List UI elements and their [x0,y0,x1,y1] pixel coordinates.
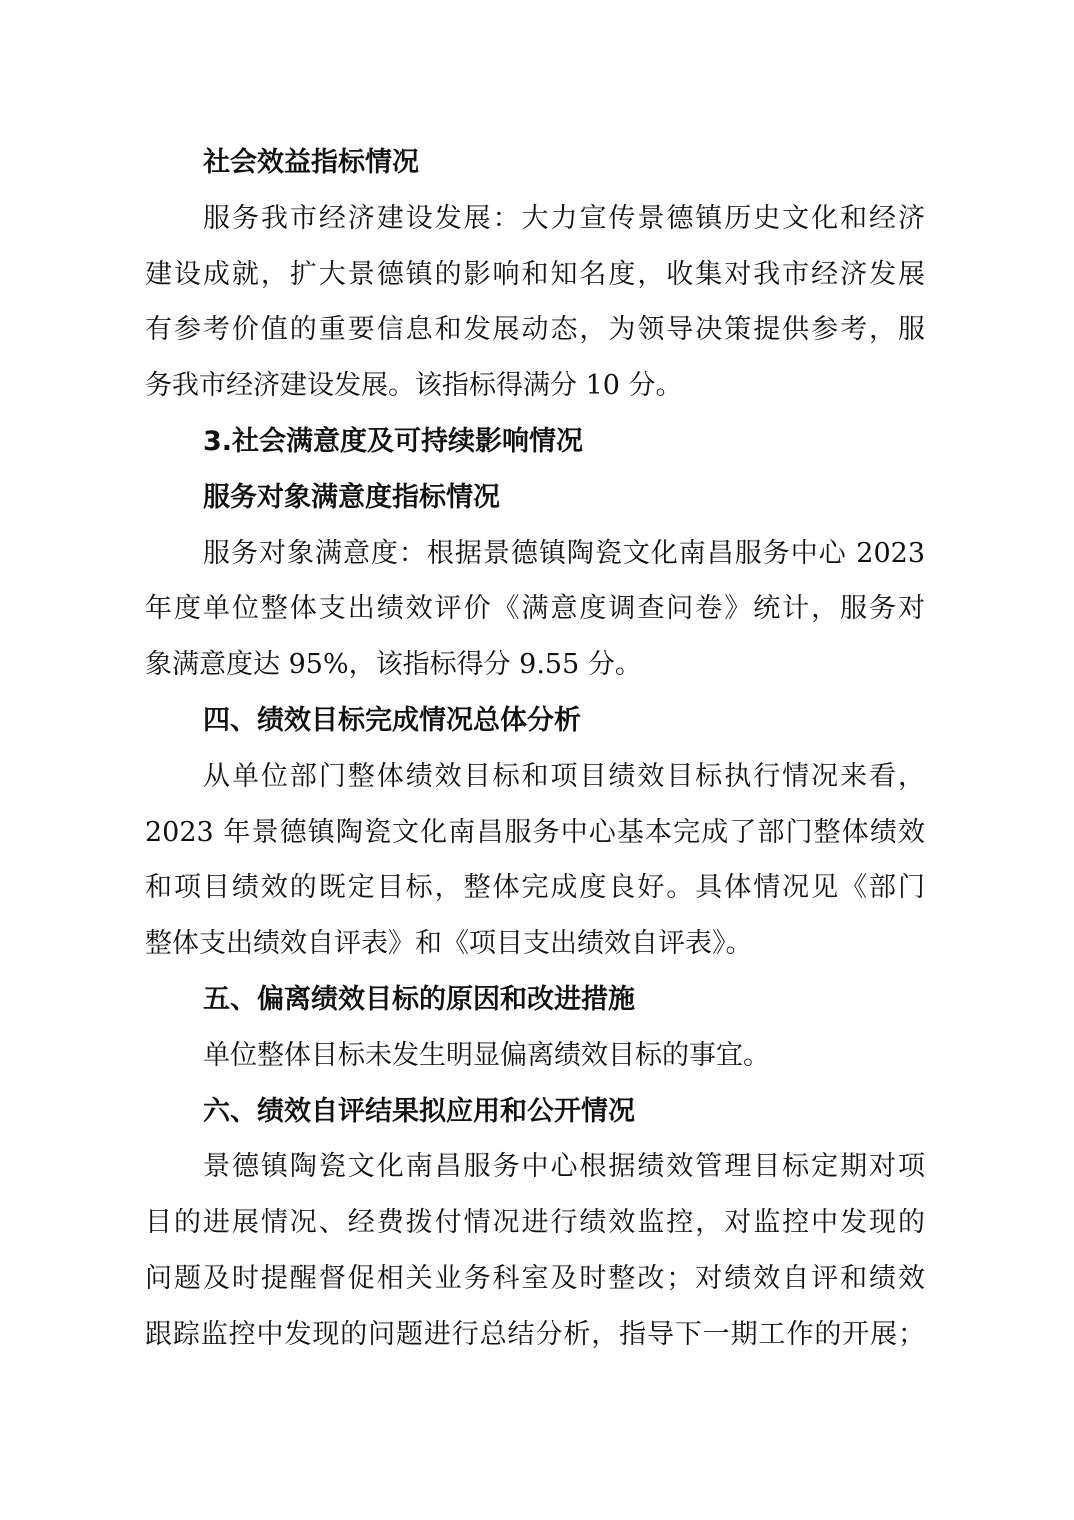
document-page [0,135,1074,1363]
paragraph-line: 务我市经济建设发展。该指标得满分 10 分。 [145,370,683,402]
heading-satisfaction: 3.社会满意度及可持续影响情况 [203,425,584,457]
paragraph-line: 2023 年景德镇陶瓷文化南昌服务中心基本完成了部门整体绩效 [145,816,925,848]
paragraph-line: 象满意度达 95%，该指标得分 9.55 分。 [145,649,642,681]
paragraph-line: 服务对象满意度：根据景德镇陶瓷文化南昌服务中心 2023 [203,537,925,569]
heading-section-4: 四、绩效目标完成情况总体分析 [203,704,581,736]
paragraph-line: 和项目绩效的既定目标，整体完成度良好。具体情况见《部门 [145,872,925,904]
paragraph-line: 有参考价值的重要信息和发展动态，为领导决策提供参考，服 [145,314,925,346]
heading-service-satisfaction: 服务对象满意度指标情况 [203,481,500,513]
heading-social-benefit: 社会效益指标情况 [203,147,419,178]
paragraph-line: 年度单位整体支出绩效评价《满意度调查问卷》统计，服务对 [145,593,925,625]
paragraph-line: 问题及时提醒督促相关业务科室及时整改；对绩效自评和绩效 [145,1262,925,1294]
paragraph-line: 建设成就，扩大景德镇的影响和知名度，收集对我市经济发展 [145,258,925,290]
paragraph-line: 景德镇陶瓷文化南昌服务中心根据绩效管理目标定期对项 [203,1151,925,1183]
heading-section-5: 五、偏离绩效目标的原因和改进措施 [203,983,635,1015]
heading-section-6: 六、绩效自评结果拟应用和公开情况 [203,1095,635,1127]
paragraph-line: 整体支出绩效自评表》和《项目支出绩效自评表》。 [145,928,753,960]
paragraph-line: 跟踪监控中发现的问题进行总结分析，指导下一期工作的开展； [145,1318,925,1350]
paragraph-line: 从单位部门整体绩效目标和项目绩效目标执行情况来看， [203,760,925,792]
paragraph-line: 目的进展情况、经费拨付情况进行绩效监控，对监控中发现的 [145,1207,925,1239]
paragraph-line: 单位整体目标未发生明显偏离绩效目标的事宜。 [203,1039,770,1071]
paragraph-line: 服务我市经济建设发展：大力宣传景德镇历史文化和经济 [203,202,925,234]
